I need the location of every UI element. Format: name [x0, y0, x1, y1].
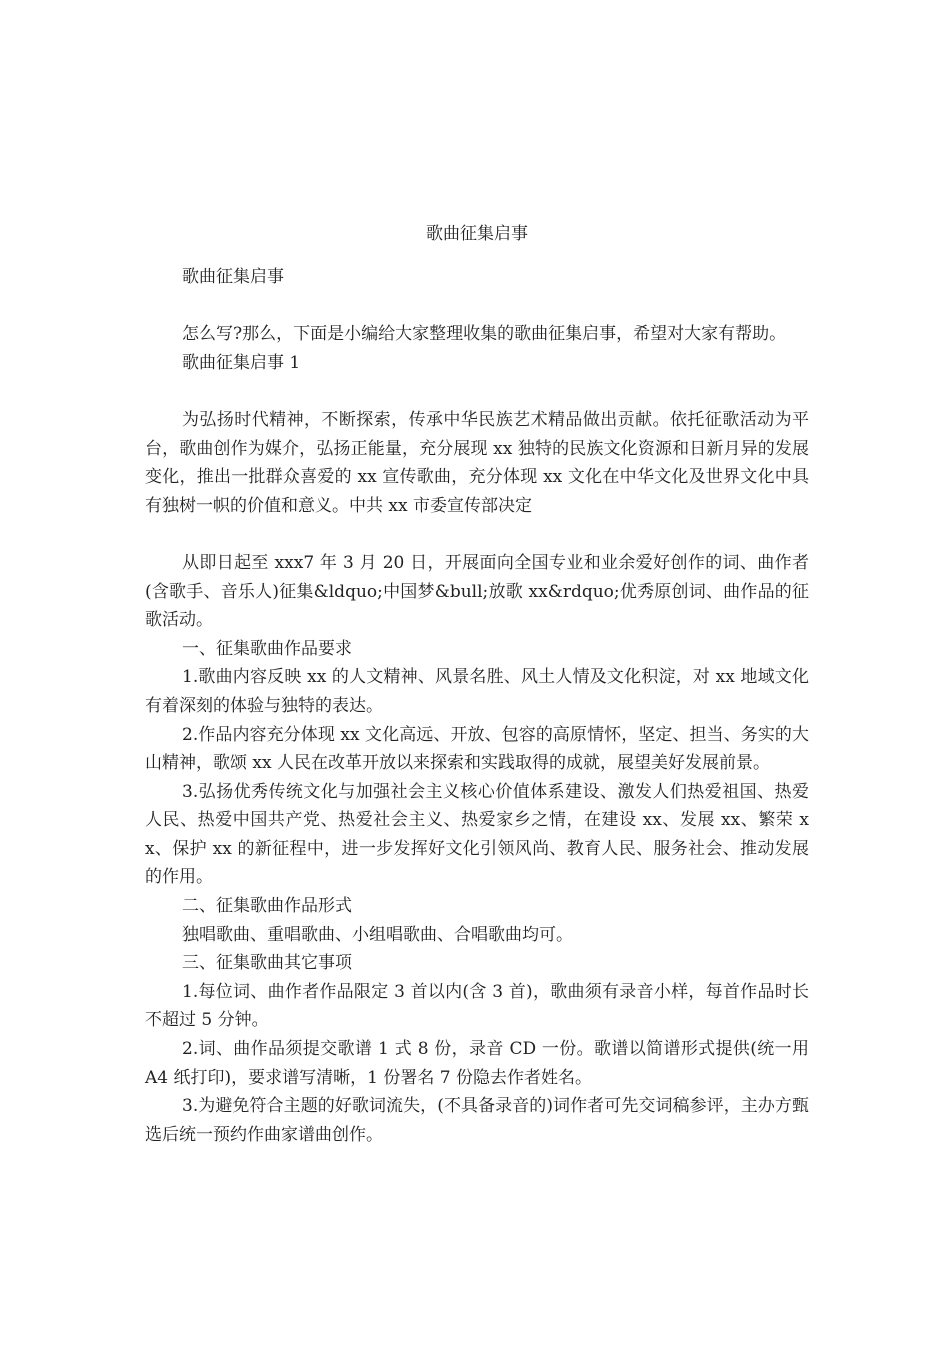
paragraph-purpose: 为弘扬时代精神，不断探索，传承中华民族艺术精品做出贡献。依托征歌活动为平台，歌曲创作为媒介，弘扬正能量，充分展现 xx 独特的民族文化资源和日新月异的发展变化，推出一批群众喜爱的 xx 宣传歌曲，充分体现 xx 文化在中华文化及世界文化中具有独树一帜的价值和意义。中共 xx 市委宣传部决定 [145, 409, 809, 516]
document-title: 歌曲征集启事 [426, 224, 528, 244]
other-item-1: 1.每位词、曲作者作品限定 3 首以内(含 3 首)，歌曲须有录音小样，每首作品时长不超过 5 分钟。 [145, 981, 809, 1031]
blank-line [145, 377, 809, 406]
requirement-item-1: 1.歌曲内容反映 xx 的人文精神、风景名胜、风土人情及文化积淀，对 xx 地域文化有着深刻的体验与独特的表达。 [145, 667, 809, 716]
heading-forms: 二、征集歌曲作品形式 [182, 896, 352, 917]
document-page [145, 0, 809, 1345]
requirement-item-3: 3.弘扬优秀传统文化与加强社会主义核心价值体系建设、激发人们热爱祖国、热爱人民、热爱中国共产党、热爱社会主义、热爱家乡之情，在建设 xx、发展 xx、繁荣 xx、保护 xx 的新征程中，进一步发挥好文化引领风尚、教育人民、服务社会、推动发展的作用。 [145, 781, 809, 888]
other-item-2: 2.词、曲作品须提交歌谱 1 式 8 份，录音 CD 一份。歌谱以简谱形式提供(统一用 A4 纸打印)，要求谱写清晰，1 份署名 7 份隐去作者姓名。 [145, 1039, 809, 1088]
heading-requirements: 一、征集歌曲作品要求 [182, 638, 352, 659]
forms-paragraph: 独唱歌曲、重唱歌曲、小组唱歌曲、合唱歌曲均可。 [182, 924, 573, 945]
subtitle: 歌曲征集启事 [182, 267, 284, 287]
blank-line [145, 292, 809, 321]
intro-paragraph: 怎么写?那么，下面是小编给大家整理收集的歌曲征集启事，希望对大家有帮助。 [182, 324, 787, 345]
heading-other-matters: 三、征集歌曲其它事项 [182, 953, 352, 974]
document-body [145, 263, 809, 1149]
section-heading: 歌曲征集启事 1 [182, 352, 301, 373]
requirement-item-2: 2.作品内容充分体现 xx 文化高远、开放、包容的高原情怀，坚定、担当、务实的大山精神，歌颂 xx 人民在改革开放以来探索和实践取得的成就，展望美好发展前景。 [145, 724, 809, 774]
blank-line [145, 520, 809, 549]
paragraph-announcement: 从即日起至 xxx7 年 3 月 20 日，开展面向全国专业和业余爱好创作的词、曲作者(含歌手、音乐人)征集&ldquo;中国梦&bull;放歌 xx&rdquo;优秀原创词、曲作品的征歌活动。 [145, 552, 809, 631]
other-item-3: 3.为避免符合主题的好歌词流失，(不具备录音的)词作者可先交词稿参评，主办方甄选后统一预约作曲家谱曲创作。 [145, 1096, 809, 1145]
